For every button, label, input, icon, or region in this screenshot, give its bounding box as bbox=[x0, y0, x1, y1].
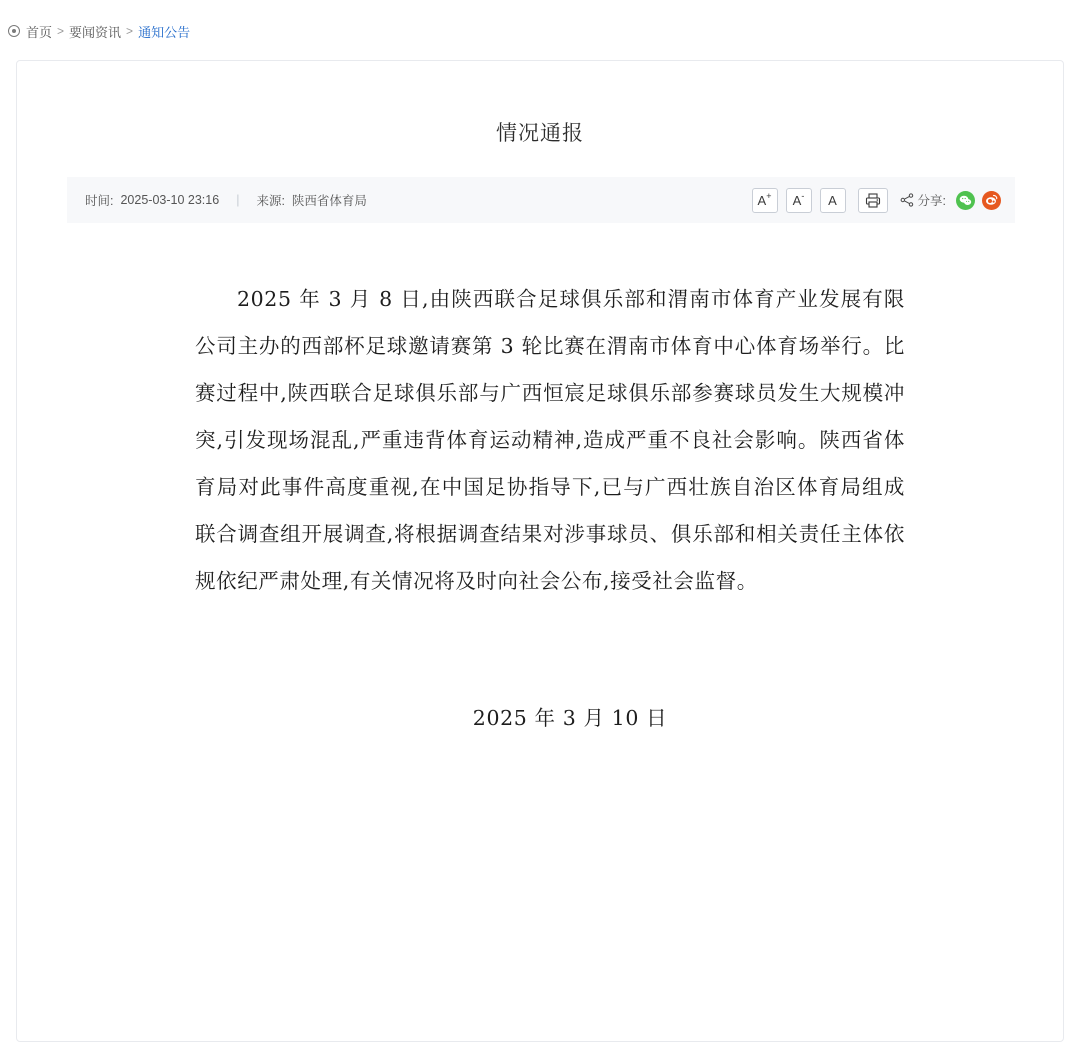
font-size-increase-button[interactable] bbox=[752, 188, 778, 213]
font-size-default-button[interactable] bbox=[820, 188, 846, 213]
share-icon bbox=[900, 193, 914, 207]
time-value: 2025-03-10 23:16 bbox=[120, 193, 220, 207]
share-icon-list bbox=[956, 191, 1001, 210]
print-button[interactable] bbox=[858, 188, 888, 213]
font-increase-letter: A bbox=[757, 192, 767, 208]
breadcrumb-section[interactable]: 要闻资讯 bbox=[69, 24, 122, 40]
font-decrease-letter: A bbox=[792, 192, 802, 208]
wechat-glyph bbox=[959, 195, 972, 206]
font-increase-sup: + bbox=[766, 190, 772, 201]
page-title: 情况通报 bbox=[496, 122, 584, 145]
printer-icon bbox=[865, 193, 881, 208]
meta-divider: | bbox=[236, 193, 240, 207]
breadcrumb-separator-1: > bbox=[57, 24, 65, 38]
article-signature bbox=[195, 701, 905, 731]
font-size-decrease-button[interactable] bbox=[786, 188, 812, 213]
weibo-glyph bbox=[985, 194, 998, 206]
article-paragraph: 2025 年 3 月 8 日,由陕西联合足球俱乐部和渭南市体育产业发展有限公司主办的西部杯足球邀请赛第 3 轮比赛在渭南市体育中心体育场举行。比赛过程中,陕西联合足球俱乐部与广西恒宸足球俱乐部参赛球员发生大规模冲突,引发现场混乱,严重违背体育运动精神,造成严重不良社会影响。陕西省体育局对此事件高度重视,在中国足协指导下,已与广西壮族自治区体育局组成联合调查组开展调查,将根据调查结果对涉事球员、俱乐部和相关责任主体依规依纪严肃处理,有关情况将及时向社会公布,接受社会监督。 bbox=[195, 287, 905, 593]
article-meta-info bbox=[85, 191, 367, 209]
article-toolbar bbox=[752, 188, 1001, 213]
time-label: 时间: bbox=[85, 194, 114, 208]
signature-date: 2025 年 3 月 10 日 bbox=[472, 706, 668, 730]
breadcrumb-separator-2: > bbox=[126, 24, 134, 38]
breadcrumb bbox=[0, 0, 1080, 40]
weibo-icon[interactable] bbox=[982, 191, 1001, 210]
location-pin-icon bbox=[8, 25, 20, 37]
breadcrumb-current: 通知公告 bbox=[138, 24, 191, 40]
share-section bbox=[900, 191, 946, 209]
article-card bbox=[16, 60, 1064, 1042]
source-label: 来源: bbox=[256, 194, 285, 208]
source-value: 陕西省体育局 bbox=[291, 194, 367, 208]
article-body bbox=[195, 276, 905, 605]
wechat-icon[interactable] bbox=[956, 191, 975, 210]
share-label: 分享: bbox=[917, 194, 946, 208]
font-decrease-sup: - bbox=[801, 190, 805, 201]
article-meta-bar bbox=[67, 177, 1015, 223]
font-default-letter: A bbox=[828, 192, 837, 208]
breadcrumb-home[interactable]: 首页 bbox=[26, 24, 53, 40]
